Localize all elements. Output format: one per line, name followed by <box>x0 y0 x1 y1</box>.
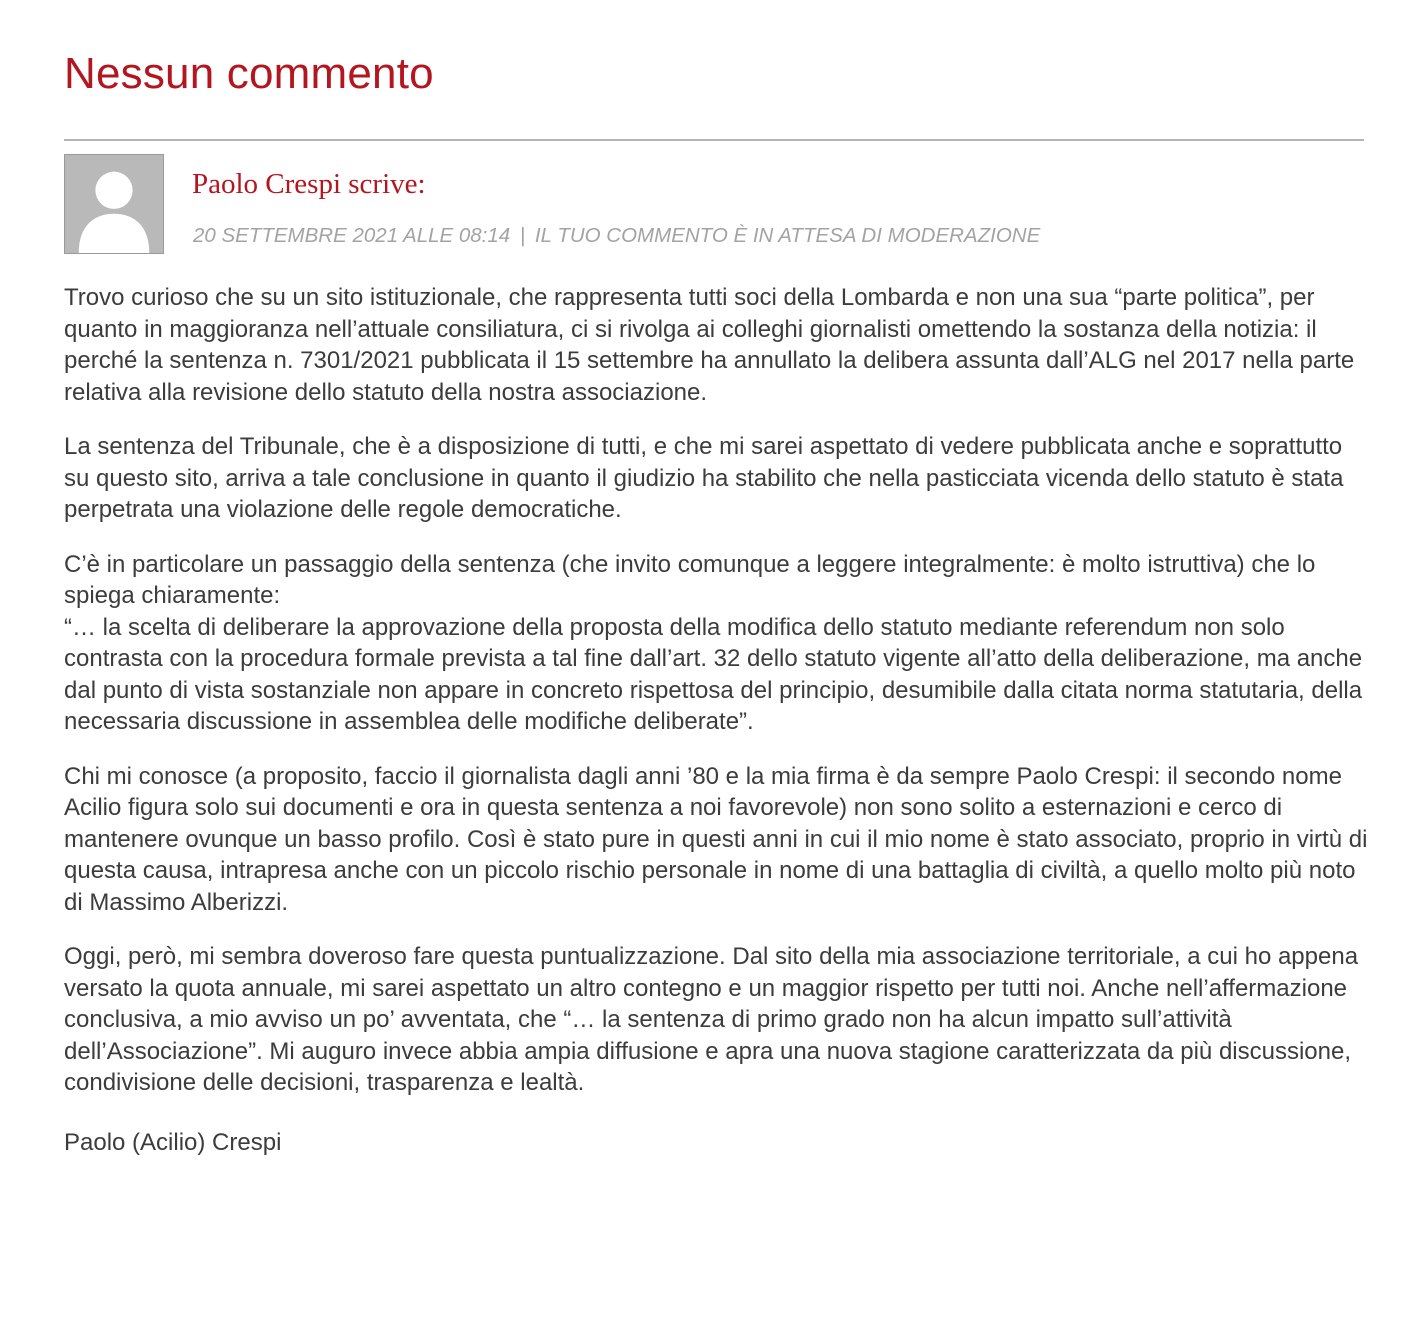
comment-date: 20 SETTEMBRE 2021 ALLE 08:14 <box>193 224 511 247</box>
comment-paragraph: Trovo curioso che su un sito istituzionale, che rappresenta tutti soci della Lombarda e non una sua “parte politica”, per quanto in maggioranza nell’attuale consiliatura, ci si rivolga ai colleghi giornalisti omettendo la sostanza della notizia: il perché la sentenza n. 7301/2021 pubblicata il 15 settembre ha annullato la delibera assunta dall’ALG nel 2017 nella parte relativa alla revisione dello statuto della nostra associazione. <box>64 284 1355 406</box>
meta-separator: | <box>519 224 526 247</box>
default-avatar-icon <box>64 154 164 254</box>
comment-paragraph: Chi mi conosce (a proposito, faccio il giornalista dagli anni ’80 e la mia firma è da sempre Paolo Crespi: il secondo nome Acilio figura solo sui documenti e ora in questa sentenza a noi favorevole) non sono solito a esternazioni e cerco di mantenere ovunque un basso profilo. Così è stato pure in questi anni in cui il mio nome è stato associato, proprio in virtù di questa causa, intrapresa anche con un piccolo rischio personale in nome di una battaglia di civiltà, a quello molto più noto di Massimo Alberizzi. <box>64 762 1368 916</box>
comment-author: Paolo Crespi scrive: <box>192 168 426 200</box>
comment-paragraph: La sentenza del Tribunale, che è a disposizione di tutti, e che mi sarei aspettato di vedere pubblicata anche e soprattutto su questo sito, arriva a tale conclusione in quanto il giudizio ha stabilito che nella pasticciata vicenda dello statuto è stata perpetrata una violazione delle regole democratiche. <box>64 433 1344 523</box>
section-divider <box>64 139 1364 141</box>
comment-paragraph: Oggi, però, mi sembra doveroso fare questa puntualizzazione. Dal sito della mia associazione territoriale, a cui ho appena versato la quota annuale, mi sarei aspettato un altro contegno e un maggior rispetto per tutti noi. Anche nell’affermazione conclusiva, a mio avviso un po’ avventata, che “… la sentenza di primo grado non ha alcun impatto sull’attività dell’Associazione”. Mi auguro invece abbia ampia diffusione e apra una nuova stagione caratterizzata da più discussione, condivisione delle decisioni, trasparenza e lealtà. <box>64 943 1359 1096</box>
comment-paragraph <box>64 549 1374 738</box>
comment-paragraph-intro: C’è in particolare un passaggio della sentenza (che invito comunque a leggere integralmente: è molto istruttiva) che lo spiega chiaramente: <box>64 550 1316 609</box>
moderation-status: IL TUO COMMENTO È IN ATTESA DI MODERAZIONE <box>534 224 1041 247</box>
comment-body <box>64 282 1374 1181</box>
comment-meta <box>193 222 1040 250</box>
comment-signature: Paolo (Acilio) Crespi <box>64 1128 282 1156</box>
comment-quote: “… la scelta di deliberare la approvazione della proposta della modifica dello statuto mediante referendum non solo contrasta con la procedura formale prevista a tal fine dall’art. 32 dello statuto vigente all’atto della deliberazione, ma anche dal punto di vista sostanziale non appare in concreto rispettosa del principio, desumibile dalla citata norma statutaria, della necessaria discussione in assemblea delle modifiche deliberate”. <box>64 613 1363 735</box>
comments-title: Nessun commento <box>64 49 434 98</box>
